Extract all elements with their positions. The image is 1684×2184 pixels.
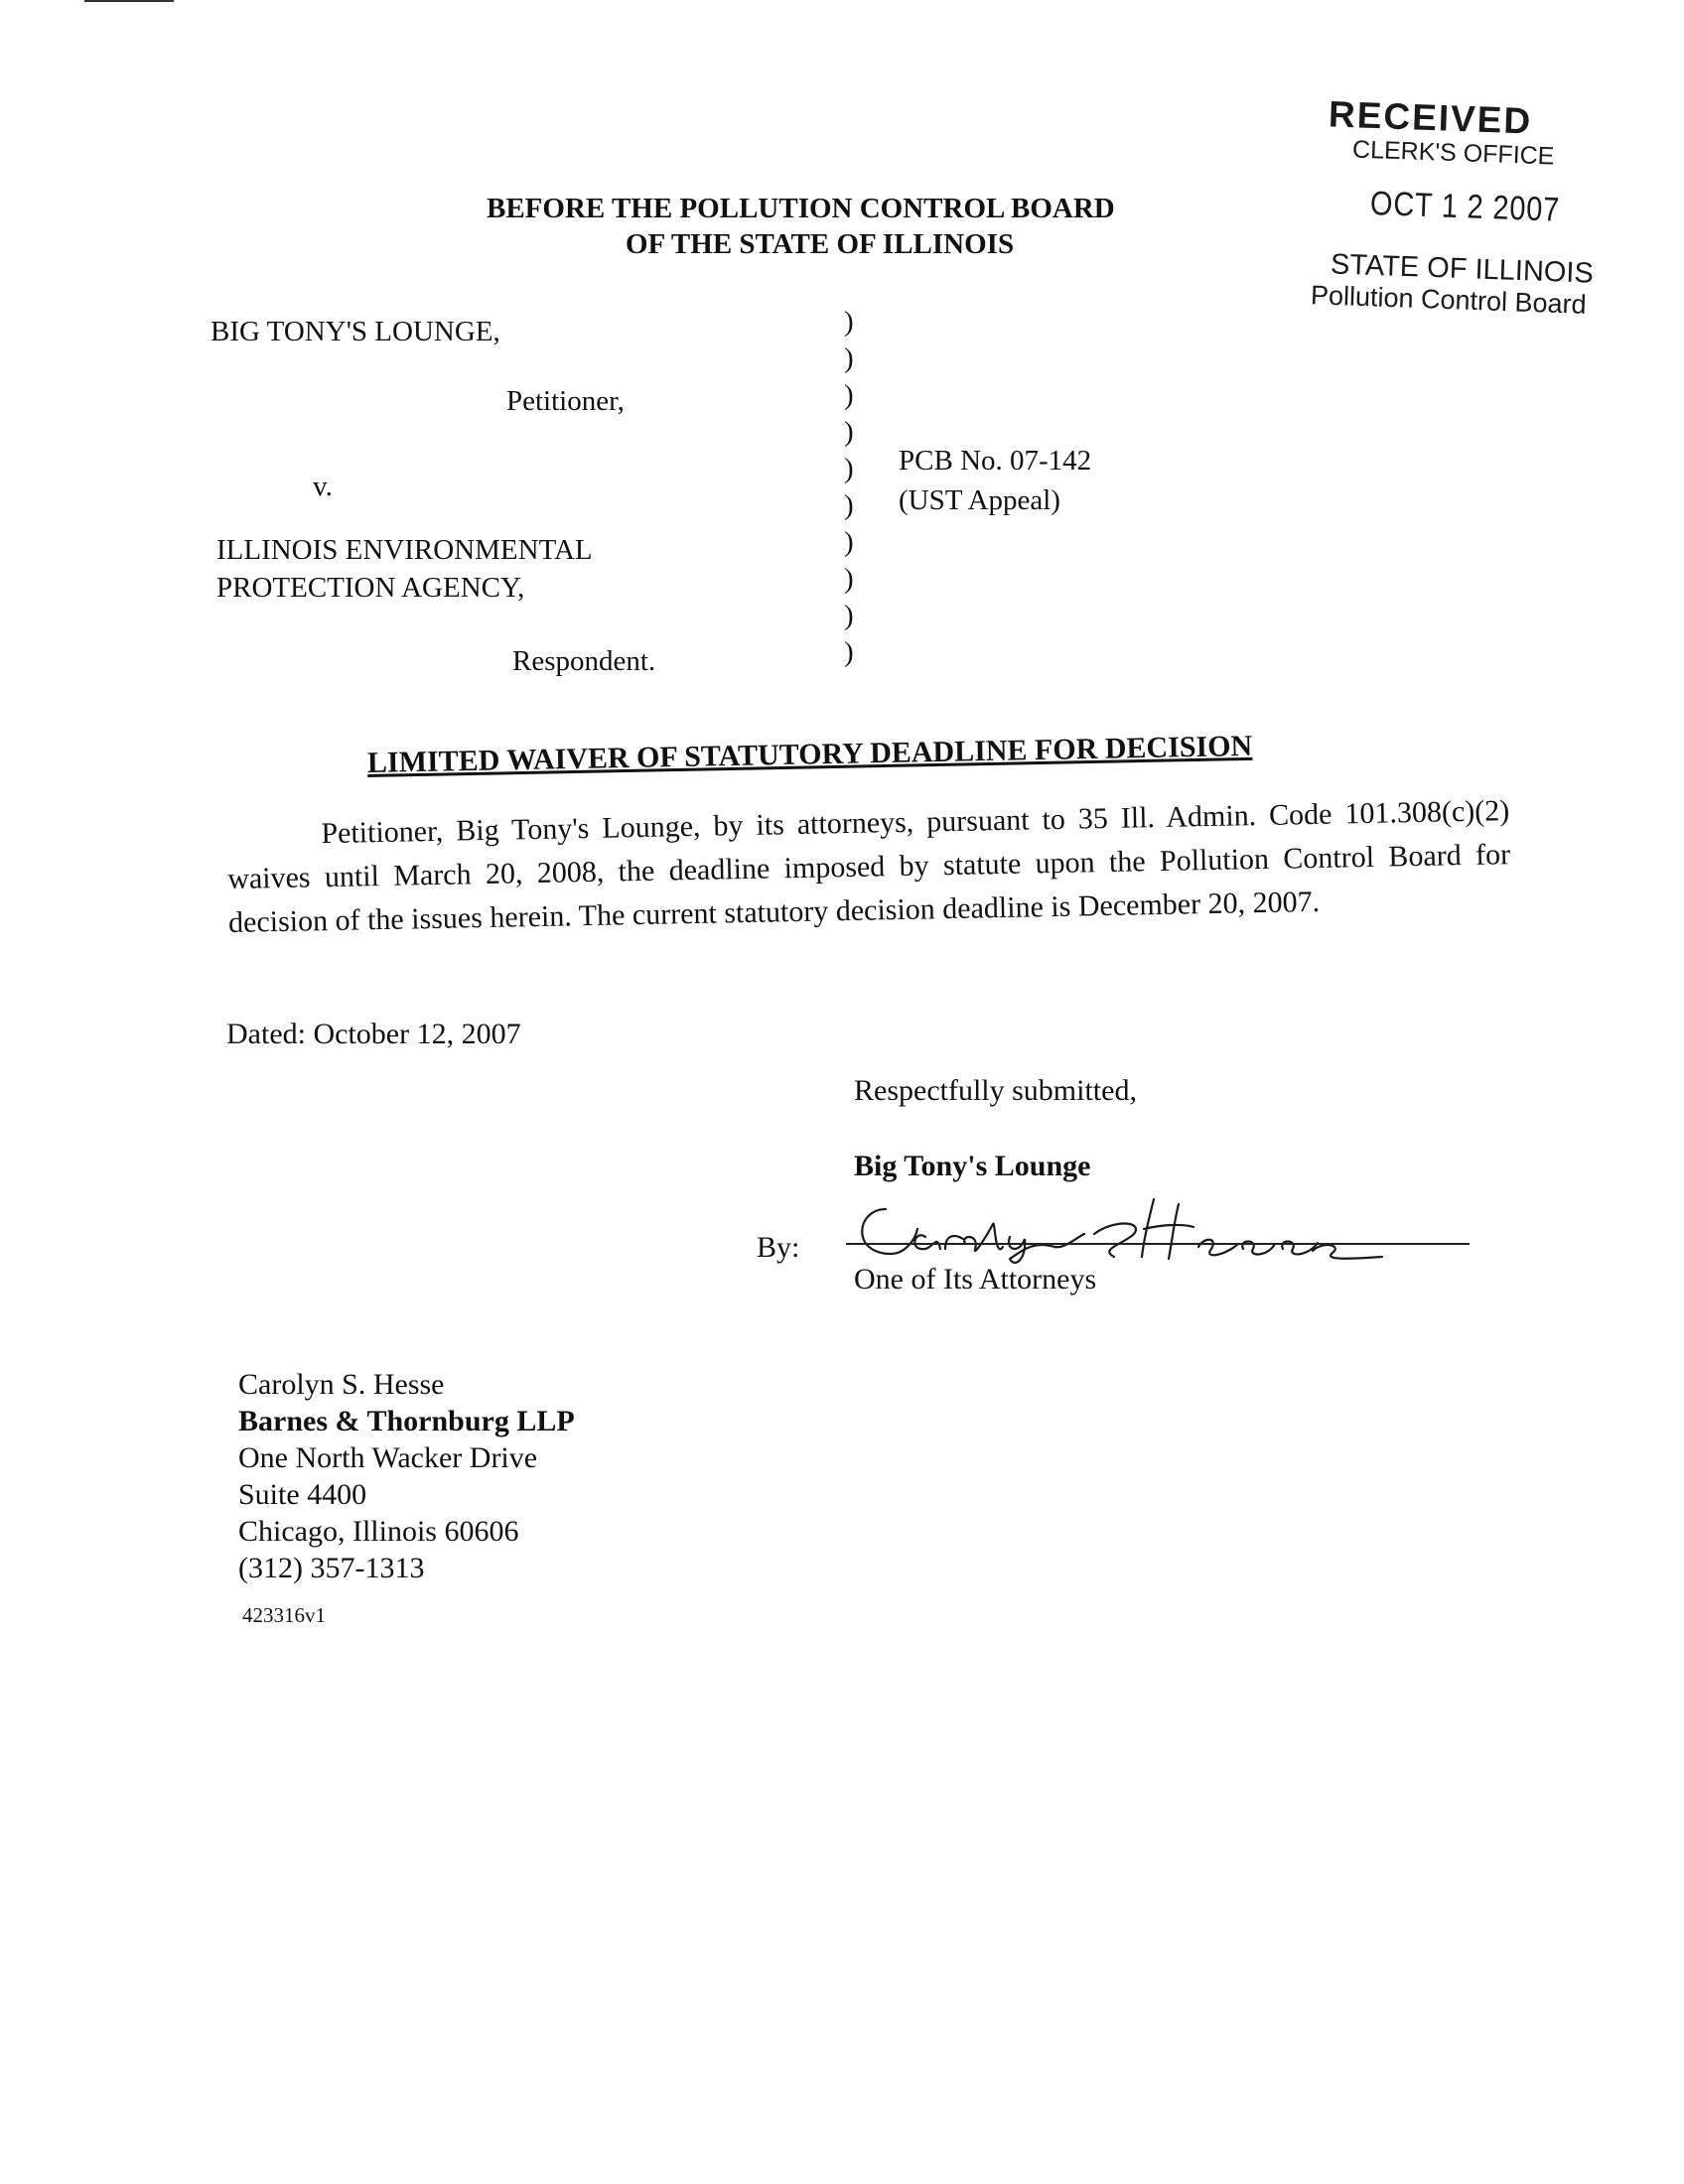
caption-paren: ) xyxy=(844,416,854,448)
body-paragraph xyxy=(226,789,1511,945)
petitioner-name: BIG TONY'S LOUNGE, xyxy=(210,316,500,347)
petitioner-label: Petitioner, xyxy=(506,385,625,417)
dated-line: Dated: October 12, 2007 xyxy=(226,1018,521,1050)
attorney-firm: Barnes & Thornburg LLP xyxy=(238,1405,575,1437)
caption-paren: ) xyxy=(844,306,854,338)
caption-paren: ) xyxy=(844,342,854,374)
signature-line xyxy=(846,1243,1470,1245)
caption-paren: ) xyxy=(844,379,854,411)
stamp-state: STATE OF ILLINOIS xyxy=(1330,248,1595,290)
case-number: PCB No. 07-142 xyxy=(899,445,1092,477)
attorney-name: Carolyn S. Hesse xyxy=(238,1368,445,1401)
attorney-city: Chicago, Illinois 60606 xyxy=(238,1515,519,1548)
heading-line1: BEFORE THE POLLUTION CONTROL BOARD xyxy=(487,193,1115,224)
respondent-name-line2: PROTECTION AGENCY, xyxy=(216,572,525,604)
respondent-label: Respondent. xyxy=(512,645,656,677)
caption-paren: ) xyxy=(844,526,854,558)
document-title: LIMITED WAIVER OF STATUTORY DEADLINE FOR DECISION xyxy=(366,729,1253,779)
caption-paren: ) xyxy=(844,600,854,631)
attorney-phone: (312) 357-1313 xyxy=(238,1552,425,1584)
document-number: 423316v1 xyxy=(242,1603,326,1627)
attorney-street: One North Wacker Drive xyxy=(238,1441,538,1474)
caption-paren: ) xyxy=(844,563,854,595)
closing: Respectfully submitted, xyxy=(854,1074,1137,1107)
party-name: Big Tony's Lounge xyxy=(854,1150,1091,1182)
respondent-name-line1: ILLINOIS ENVIRONMENTAL xyxy=(216,534,593,566)
signatory-role: One of Its Attorneys xyxy=(854,1263,1097,1296)
body-text: Petitioner, Big Tony's Lounge, by its attorneys, pursuant to 35 Ill. Admin. Code 101.308(c)(2) waives until March 20, 2008, the deadline imposed by statute upon the Pollution Control Board for decision of the issues herein. The current statutory decision deadline is December 20, 2007. xyxy=(226,794,1511,939)
top-rule xyxy=(84,0,174,2)
caption-paren: ) xyxy=(844,489,854,521)
caption-paren: ) xyxy=(844,636,854,668)
caption-paren: ) xyxy=(844,453,854,484)
case-type: (UST Appeal) xyxy=(899,484,1060,516)
stamp-received: RECEIVED xyxy=(1328,93,1533,142)
handwritten-signature xyxy=(846,1179,1402,1269)
versus: v. xyxy=(313,471,333,502)
attorney-suite: Suite 4400 xyxy=(238,1478,367,1511)
stamp-date: OCT 1 2 2007 xyxy=(1369,185,1561,229)
stamp-office: CLERK'S OFFICE xyxy=(1351,135,1555,171)
heading-line2: OF THE STATE OF ILLINOIS xyxy=(626,228,1015,260)
by-label: By: xyxy=(757,1231,800,1264)
stamp-board: Pollution Control Board xyxy=(1310,280,1588,320)
